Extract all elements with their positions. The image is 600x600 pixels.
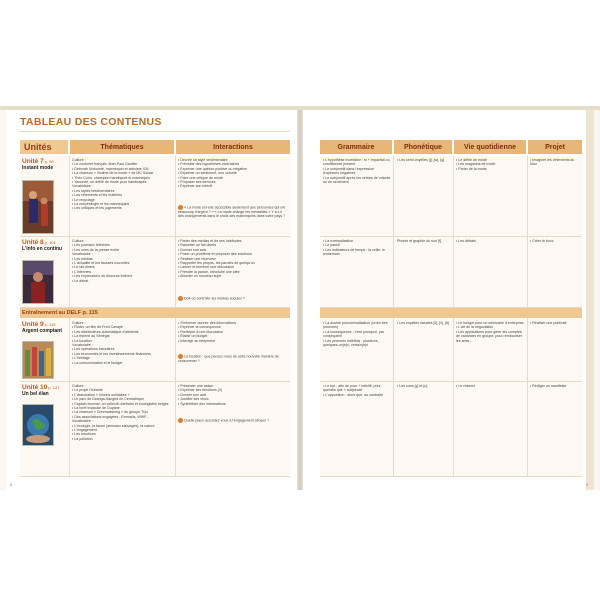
unit-8-phonetique: Phonie et graphie du son [f] bbox=[397, 239, 441, 243]
delf-band-right bbox=[320, 308, 582, 318]
unit-10-interactions: • Présenter une action • Exprimer ses émotions (2) • Donner son avis • Justifier ses choix • Synthétiser des informations bbox=[178, 384, 226, 406]
unit-8-page: p. 101 bbox=[44, 240, 56, 245]
unit-7-discussion bbox=[178, 205, 288, 235]
title-rule bbox=[20, 131, 290, 132]
unit-8-discussion-text: Doit-on contrôler les médias sociaux ? bbox=[184, 296, 245, 301]
unit-9-thematiques: Culture : • Rodin, un film de Fred Cavayé • Les distributeurs automatique d'aliments • La friperie au Sénégal • La location Vocabulaire : • Les opérations bancaires • Les économies et les investissements financiers • L'héritage • La consommation et le budget bbox=[72, 321, 151, 365]
page-number-right: 9 bbox=[586, 482, 589, 487]
unit-10-thematiques: Culture : • Le projet Océanie • L'association « Voisins solidaires » • Le parc de Dzanga-Sangha en Centrafrique • Captain boomer, un collectif d'artistes et écologistes belges • La forêt tropicale de Guyane • La chanson « Greenwashing » du groupe Tryo • Des associations engagées : Emmaüs, WWF... Vocabulaire : • L'écologie, la faune (animaux sauvages), la nature • L'engagement • Les émotions • La pollution bbox=[72, 384, 169, 441]
unit-8-interactions: • Parler des médias et de ses habitudes • Raconter un fait divers • Donner son avis • Poser un problème et proposer des solutions • Réaliser une interview • Rapporter les propos, les paroles de quelqu'un • Lancer et terminer une discussion • Prendre la parole, introduire une idée • Aborder un nouveau sujet bbox=[178, 239, 255, 279]
unit-9-title: Unité 9 bbox=[22, 321, 44, 328]
unit-7-heading bbox=[22, 158, 68, 171]
unit-9-page: p. 115 bbox=[44, 322, 56, 327]
unit-10-projet: • Rédiger un manifeste bbox=[530, 384, 567, 388]
unit-8-photo bbox=[22, 260, 54, 304]
discussion-icon bbox=[178, 296, 183, 301]
unit-9-heading bbox=[22, 321, 68, 334]
page-title: TABLEAU DES CONTENUS bbox=[20, 116, 162, 128]
unit-7-interactions: • Décrire un style vestimentaire • Formuler des hypothèses incertaines • Exprimer une opinion positive ou négative • Exprimer un sentiment, une volonté • Faire une critique de mode • Proposer ses services • Exprimer son intérêt bbox=[178, 158, 247, 189]
unit-9-phonetique: • Les voyelles nasales [ɛ̃], [ɔ̃], [ɑ̃] bbox=[397, 321, 449, 325]
unit-7-page: p. 99 bbox=[44, 159, 54, 164]
header-projet: Projet bbox=[528, 140, 582, 154]
unit-10-grammaire: • Le but : afin de pour + infinitif, pour que/afin que + subjonctif • L'opposition : alors que, au contraire bbox=[323, 384, 384, 397]
unit-10-title: Unité 10 bbox=[22, 384, 48, 391]
unit-7-grammaire: • L'hypothèse incertaine : si + imparfait ou conditionnel présent • Le subjonctif dans l'expression d'opinions négatives • Le subjonctif après les verbes de volonté ou de sentiment bbox=[323, 158, 391, 185]
unit-7-discussion-text: « La mode est-elle accessible seulement aux personnes qui ont beaucoup d'argent ? » « La mode change les mentalités » Y a-t-il des changements dans le choix des mannequins dans votre pays ? bbox=[178, 205, 286, 219]
unit-7-projet: • Imaginer les vêtements du futur bbox=[530, 158, 575, 167]
unit-10-discussion bbox=[178, 418, 288, 432]
unit-7-thematiques: Culture : • Le couturier français Jean-Paul Gaultier • Déborah Mokundé, mannequin et activiste XXL • La chanson « Victime de la mode » de MC Solaar • Théo Curin, champion handisport et mannequin • Yaounde, un défilé de mode pour handicapés Vocabulaire : • Les styles vestimentaires • Les vêtements et les matières • Le recyclage • La morphologie et les mannequins • Les critiques et les jugements bbox=[72, 158, 154, 211]
unit-9-photo bbox=[22, 341, 54, 379]
header-interactions: Interactions bbox=[176, 140, 290, 154]
discussion-icon bbox=[178, 418, 183, 423]
header-thematiques: Thématiques bbox=[70, 140, 174, 154]
unit-9-projet: • Réaliser une publicité bbox=[530, 321, 567, 325]
unit-10-page: p. 127 bbox=[48, 385, 60, 390]
unit-8-discussion bbox=[178, 296, 288, 306]
header-grammaire: Grammaire bbox=[320, 140, 392, 154]
page-number-left: 8 bbox=[10, 482, 13, 487]
unit-9-subtitle: Argent comptant bbox=[22, 328, 62, 334]
unit-9-discussion bbox=[178, 354, 288, 368]
unit-9-grammaire: • La double pronominalisation (ordre des pronoms) • La conséquence : c'est pourquoi, par conséquent • Les pronoms indéfinis : plusieurs, quelques-un(e)s, certain(e)s bbox=[323, 321, 388, 348]
unit-10-subtitle: Un bel élan bbox=[22, 391, 49, 397]
unit-9-interactions: • S'informer donner des informations • Exprimer la conséquence • Participer à une discussion • Établir un budget • Interagir au téléphone bbox=[178, 321, 237, 343]
header-vie-quotidienne: Vie quotidienne bbox=[454, 140, 526, 154]
unit-9-vie-quotidienne: • Le budget pour un séminaire d'entreprise • L'art de la négociation • Les applications pour gérer les comptes de vacances en groupe, pour rembourser les amis... bbox=[456, 321, 524, 343]
unit-8-thematiques: Culture : • Les journaux télévisés • Les unes de la presse écrite Vocabulaire : • Les médias • L'actualité et les fausses nouvelles • Le fait divers • L'interview • Les expressions du discours indirect • Le débat bbox=[72, 239, 133, 283]
header-phonetique: Phonétique bbox=[394, 140, 452, 154]
unit-8-projet: • Créer le buzz bbox=[530, 239, 554, 243]
unit-7-phonetique: • Les semi-voyelles [j], [w], [ɥ] bbox=[397, 158, 445, 162]
book-gutter bbox=[297, 110, 303, 490]
unit-8-title: Unité 8 bbox=[22, 239, 44, 246]
unit-9-discussion-text: La location : que pensez-vous de cette nouvelle manière de consommer ? bbox=[178, 354, 279, 363]
unit-7-subtitle: Instant mode bbox=[22, 165, 54, 171]
unit-8-subtitle: L'info en continu bbox=[22, 246, 63, 252]
unit-7-photo bbox=[22, 180, 54, 234]
unit-8-vie-quotidienne: • Les débats bbox=[456, 239, 476, 243]
header-units: Unités bbox=[20, 140, 68, 154]
unit-10-heading bbox=[22, 384, 68, 397]
unit-10-vie-quotidienne: • Le résumé bbox=[456, 384, 476, 388]
unit-7-vie-quotidienne: • Le défilé de mode • Les magasins de mode • Parler de la mode bbox=[456, 158, 496, 171]
unit-7-title: Unité 7 bbox=[22, 158, 44, 165]
right-edge bbox=[586, 110, 594, 490]
unit-8-heading bbox=[22, 239, 68, 252]
delf-band: Entraînement au DELF p. 115 bbox=[20, 308, 290, 318]
unit-10-discussion-text: Quelle place accordez-vous à l'engagement citoyen ? bbox=[184, 418, 270, 423]
unit-10-phonetique: • Les sons [y] et [u] bbox=[397, 384, 428, 388]
unit-10-photo bbox=[22, 404, 54, 446]
unit-8-grammaire: • La nominalisation • Le passif • Les indicateurs de temps : la veille, le lendemain bbox=[323, 239, 385, 257]
